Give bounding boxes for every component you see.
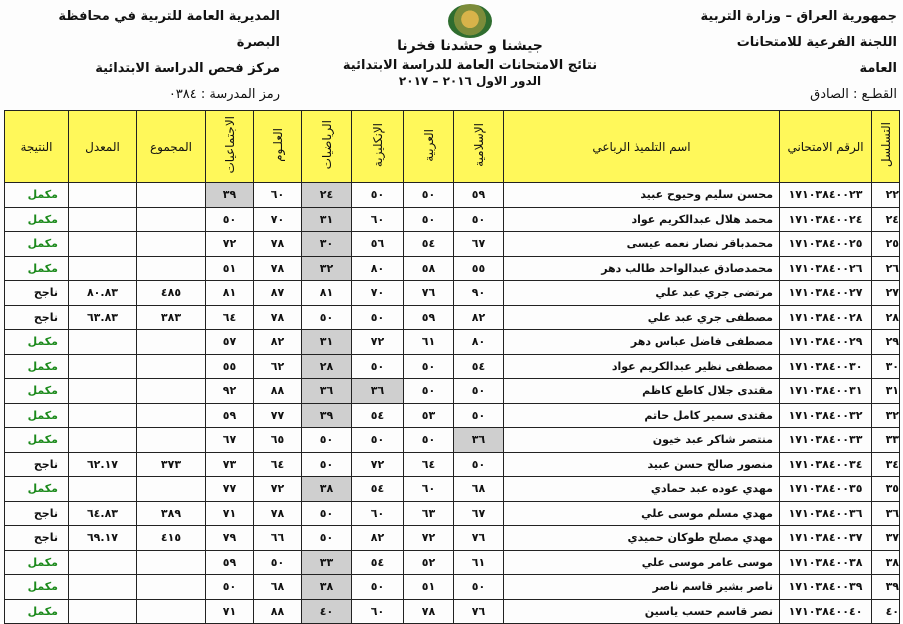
result-cell: مكمل	[5, 207, 69, 232]
social-grade-cell: ٦٤	[206, 305, 254, 330]
islamic-grade-cell: ٥٥	[454, 256, 504, 281]
total-cell	[137, 207, 206, 232]
header-center	[330, 4, 610, 88]
exam-number-cell: ١٧١٠٣٨٤٠٠٣٥	[780, 477, 872, 502]
social-grade-cell: ٧١	[206, 501, 254, 526]
english-grade-cell: ٥٠	[352, 575, 404, 600]
science-grade-cell: ٧٨	[254, 256, 302, 281]
result-cell: مكمل	[5, 183, 69, 208]
arabic-grade-cell: ٦٠	[404, 477, 454, 502]
social-grade-cell: ٣٩	[206, 183, 254, 208]
english-grade-cell: ٥٤	[352, 477, 404, 502]
seq-cell: ٤٠	[872, 599, 900, 624]
science-grade-cell: ٨٧	[254, 281, 302, 306]
seq-cell: ٣٩	[872, 575, 900, 600]
table-row	[5, 599, 900, 624]
exam-number-cell: ١٧١٠٣٨٤٠٠٣٧	[780, 526, 872, 551]
math-grade-cell: ٣٨	[302, 575, 352, 600]
directorate-line: المديرية العامة للتربية في محافظة البصرة	[58, 9, 280, 50]
social-grade-cell: ٥١	[206, 256, 254, 281]
table-row	[5, 232, 900, 257]
arabic-grade-cell: ٥٤	[404, 232, 454, 257]
result-cell: مكمل	[5, 330, 69, 355]
col-math: الرياضيات	[302, 111, 352, 183]
math-grade-cell: ٥٠	[302, 501, 352, 526]
islamic-grade-cell: ٥٠	[454, 403, 504, 428]
average-cell: ٨٠.٨٣	[69, 281, 137, 306]
math-grade-cell: ٣٨	[302, 477, 352, 502]
col-average: المعدل	[69, 111, 137, 183]
table-row	[5, 403, 900, 428]
science-grade-cell: ٦٨	[254, 575, 302, 600]
math-grade-cell: ٣١	[302, 330, 352, 355]
english-grade-cell: ٥٦	[352, 232, 404, 257]
school-code-line: رمز المدرسة : ٠٣٨٤	[168, 87, 280, 102]
col-arabic: العربية	[404, 111, 454, 183]
page-title: نتائج الامتحانات العامة للدراسة الابتدائية	[342, 58, 598, 73]
islamic-grade-cell: ٥٩	[454, 183, 504, 208]
student-name-cell: مقتدى سمير كامل حاتم	[504, 403, 780, 428]
total-cell	[137, 354, 206, 379]
social-grade-cell: ٥٠	[206, 207, 254, 232]
table-row	[5, 281, 900, 306]
average-cell	[69, 550, 137, 575]
table-row	[5, 305, 900, 330]
science-grade-cell: ٧٨	[254, 305, 302, 330]
islamic-grade-cell: ٨٠	[454, 330, 504, 355]
student-name-cell: محمد هلال عبدالكريم عواد	[504, 207, 780, 232]
islamic-grade-cell: ٦٧	[454, 232, 504, 257]
islamic-grade-cell: ٣٦	[454, 428, 504, 453]
islamic-grade-cell: ٦٧	[454, 501, 504, 526]
islamic-grade-cell: ٦١	[454, 550, 504, 575]
english-grade-cell: ٣٦	[352, 379, 404, 404]
table-row	[5, 354, 900, 379]
science-grade-cell: ٨٨	[254, 379, 302, 404]
exam-number-cell: ١٧١٠٣٨٤٠٠٢٤	[780, 207, 872, 232]
student-name-cell: مرتضى جري عبد علي	[504, 281, 780, 306]
committee-line: اللجنة الفرعية للامتحانات العامة	[736, 35, 897, 76]
arabic-grade-cell: ٥٠	[404, 183, 454, 208]
result-cell: ناجح	[5, 305, 69, 330]
student-name-cell: مصطفى جري عبد علي	[504, 305, 780, 330]
average-cell	[69, 207, 137, 232]
math-grade-cell: ٣٢	[302, 256, 352, 281]
table-row	[5, 575, 900, 600]
total-cell	[137, 477, 206, 502]
average-cell	[69, 575, 137, 600]
result-cell: مكمل	[5, 428, 69, 453]
math-grade-cell: ٣٣	[302, 550, 352, 575]
social-grade-cell: ٥٠	[206, 575, 254, 600]
arabic-grade-cell: ٥٩	[404, 305, 454, 330]
arabic-grade-cell: ٥٠	[404, 354, 454, 379]
social-grade-cell: ٨١	[206, 281, 254, 306]
student-name-cell: منصور صالح حسن عبيد	[504, 452, 780, 477]
arabic-grade-cell: ٥٠	[404, 428, 454, 453]
result-cell: مكمل	[5, 550, 69, 575]
average-cell	[69, 354, 137, 379]
social-grade-cell: ٥٧	[206, 330, 254, 355]
seq-cell: ٣٥	[872, 477, 900, 502]
math-grade-cell: ٥٠	[302, 428, 352, 453]
math-grade-cell: ٣٠	[302, 232, 352, 257]
social-grade-cell: ٥٥	[206, 354, 254, 379]
science-grade-cell: ٨٢	[254, 330, 302, 355]
seq-cell: ٢٤	[872, 207, 900, 232]
average-cell	[69, 232, 137, 257]
islamic-grade-cell: ٥٤	[454, 354, 504, 379]
result-cell: ناجح	[5, 501, 69, 526]
seq-cell: ٣٤	[872, 452, 900, 477]
exam-number-cell: ١٧١٠٣٨٤٠٠٤٠	[780, 599, 872, 624]
social-grade-cell: ٧٣	[206, 452, 254, 477]
average-cell	[69, 599, 137, 624]
social-grade-cell: ٥٩	[206, 550, 254, 575]
english-grade-cell: ٦٠	[352, 501, 404, 526]
student-name-cell: مصطفى فاضل عباس دهر	[504, 330, 780, 355]
result-cell: مكمل	[5, 256, 69, 281]
center-line: مركز فحص الدراسة الابتدائية	[95, 61, 280, 76]
total-cell: ٣٨٣	[137, 305, 206, 330]
arabic-grade-cell: ٥٠	[404, 207, 454, 232]
english-grade-cell: ٧٢	[352, 452, 404, 477]
student-name-cell: موسى عامر موسى علي	[504, 550, 780, 575]
exam-number-cell: ١٧١٠٣٨٤٠٠٣٨	[780, 550, 872, 575]
islamic-grade-cell: ٥٠	[454, 207, 504, 232]
student-name-cell: محسن سليم وحيوح عبيد	[504, 183, 780, 208]
col-name: اسم التلميذ الرباعي	[504, 111, 780, 183]
average-cell	[69, 330, 137, 355]
result-cell: مكمل	[5, 575, 69, 600]
results-table	[4, 110, 900, 624]
slogan: جيشنا و حشدنا فخرنا	[397, 38, 543, 54]
science-grade-cell: ٧٢	[254, 477, 302, 502]
math-grade-cell: ٤٠	[302, 599, 352, 624]
english-grade-cell: ٥٤	[352, 403, 404, 428]
math-grade-cell: ٢٨	[302, 354, 352, 379]
col-result: النتيجة	[5, 111, 69, 183]
student-name-cell: محمدباقر نصار نعمه عيسى	[504, 232, 780, 257]
total-cell	[137, 256, 206, 281]
seq-cell: ٢٧	[872, 281, 900, 306]
total-cell	[137, 232, 206, 257]
english-grade-cell: ٨٢	[352, 526, 404, 551]
result-cell: مكمل	[5, 232, 69, 257]
arabic-grade-cell: ٥١	[404, 575, 454, 600]
sector-line: القطـع : الصادق	[810, 87, 897, 102]
arabic-grade-cell: ٦١	[404, 330, 454, 355]
total-cell	[137, 428, 206, 453]
islamic-grade-cell: ٥٠	[454, 575, 504, 600]
english-grade-cell: ٥٤	[352, 550, 404, 575]
english-grade-cell: ٧٢	[352, 330, 404, 355]
math-grade-cell: ٥٠	[302, 452, 352, 477]
science-grade-cell: ٦٦	[254, 526, 302, 551]
seq-cell: ٢٩	[872, 330, 900, 355]
english-grade-cell: ٥٠	[352, 305, 404, 330]
islamic-grade-cell: ٥٠	[454, 379, 504, 404]
table-row	[5, 526, 900, 551]
seq-cell: ٢٥	[872, 232, 900, 257]
math-grade-cell: ٣٦	[302, 379, 352, 404]
student-name-cell: محمدصادق عبدالواحد طالب دهر	[504, 256, 780, 281]
average-cell: ٦٤.٨٣	[69, 501, 137, 526]
table-row	[5, 501, 900, 526]
total-cell	[137, 330, 206, 355]
math-grade-cell: ٢٤	[302, 183, 352, 208]
result-cell: ناجح	[5, 281, 69, 306]
col-english: الإنكليزية	[352, 111, 404, 183]
islamic-grade-cell: ٦٨	[454, 477, 504, 502]
total-cell	[137, 575, 206, 600]
exam-number-cell: ١٧١٠٣٨٤٠٠٣٣	[780, 428, 872, 453]
exam-number-cell: ١٧١٠٣٨٤٠٠٢٦	[780, 256, 872, 281]
arabic-grade-cell: ٧٢	[404, 526, 454, 551]
social-grade-cell: ٧٢	[206, 232, 254, 257]
col-social: الاجتماعيات	[206, 111, 254, 183]
social-grade-cell: ٩٢	[206, 379, 254, 404]
result-cell: مكمل	[5, 379, 69, 404]
result-cell: مكمل	[5, 599, 69, 624]
seq-cell: ٣١	[872, 379, 900, 404]
science-grade-cell: ٦٥	[254, 428, 302, 453]
math-grade-cell: ٨١	[302, 281, 352, 306]
average-cell	[69, 183, 137, 208]
total-cell	[137, 183, 206, 208]
science-grade-cell: ٧٨	[254, 501, 302, 526]
seq-cell: ٣٨	[872, 550, 900, 575]
average-cell	[69, 379, 137, 404]
col-exam-no: الرقم الامتحاني	[780, 111, 872, 183]
student-name-cell: منتصر شاكر عبد خيون	[504, 428, 780, 453]
social-grade-cell: ٧٩	[206, 526, 254, 551]
ministry-emblem-icon	[448, 4, 492, 38]
table-row	[5, 428, 900, 453]
average-cell	[69, 256, 137, 281]
result-cell: مكمل	[5, 477, 69, 502]
exam-number-cell: ١٧١٠٣٨٤٠٠٣٤	[780, 452, 872, 477]
seq-cell: ٢٨	[872, 305, 900, 330]
average-cell: ٦٩.١٧	[69, 526, 137, 551]
round-label: الدور الاول ٢٠١٦ – ٢٠١٧	[398, 74, 542, 88]
science-grade-cell: ٧٠	[254, 207, 302, 232]
islamic-grade-cell: ٧٦	[454, 526, 504, 551]
social-grade-cell: ٦٧	[206, 428, 254, 453]
science-grade-cell: ٧٧	[254, 403, 302, 428]
exam-number-cell: ١٧١٠٣٨٤٠٠٢٧	[780, 281, 872, 306]
col-seq: التسلسل	[872, 111, 900, 183]
english-grade-cell: ٥٠	[352, 354, 404, 379]
seq-cell: ٣٧	[872, 526, 900, 551]
total-cell: ٣٧٣	[137, 452, 206, 477]
arabic-grade-cell: ٧٨	[404, 599, 454, 624]
average-cell	[69, 403, 137, 428]
arabic-grade-cell: ٦٣	[404, 501, 454, 526]
math-grade-cell: ٥٠	[302, 526, 352, 551]
student-name-cell: مقتدى جلال كاطع كاظم	[504, 379, 780, 404]
islamic-grade-cell: ٥٠	[454, 452, 504, 477]
result-cell: ناجح	[5, 526, 69, 551]
arabic-grade-cell: ٥٨	[404, 256, 454, 281]
table-row	[5, 477, 900, 502]
science-grade-cell: ٧٨	[254, 232, 302, 257]
english-grade-cell: ٦٠	[352, 599, 404, 624]
ministry-line: جمهورية العراق – وزارة التربية	[700, 9, 897, 24]
result-cell: مكمل	[5, 354, 69, 379]
social-grade-cell: ٧١	[206, 599, 254, 624]
seq-cell: ٣٢	[872, 403, 900, 428]
math-grade-cell: ٣٩	[302, 403, 352, 428]
science-grade-cell: ٦٠	[254, 183, 302, 208]
science-grade-cell: ٥٠	[254, 550, 302, 575]
total-cell	[137, 403, 206, 428]
exam-number-cell: ١٧١٠٣٨٤٠٠٣٠	[780, 354, 872, 379]
arabic-grade-cell: ٧٦	[404, 281, 454, 306]
english-grade-cell: ٥٠	[352, 428, 404, 453]
average-cell: ٦٢.١٧	[69, 452, 137, 477]
social-grade-cell: ٧٧	[206, 477, 254, 502]
science-grade-cell: ٦٢	[254, 354, 302, 379]
science-grade-cell: ٨٨	[254, 599, 302, 624]
seq-cell: ٣٣	[872, 428, 900, 453]
average-cell	[69, 477, 137, 502]
student-name-cell: مصطفى نظير عبدالكريم عواد	[504, 354, 780, 379]
total-cell	[137, 379, 206, 404]
average-cell	[69, 428, 137, 453]
average-cell: ٦٣.٨٣	[69, 305, 137, 330]
table-row	[5, 330, 900, 355]
total-cell: ٤٨٥	[137, 281, 206, 306]
total-cell	[137, 550, 206, 575]
arabic-grade-cell: ٥٢	[404, 550, 454, 575]
exam-number-cell: ١٧١٠٣٨٤٠٠٣٢	[780, 403, 872, 428]
arabic-grade-cell: ٦٤	[404, 452, 454, 477]
exam-number-cell: ١٧١٠٣٨٤٠٠٣٩	[780, 575, 872, 600]
islamic-grade-cell: ٩٠	[454, 281, 504, 306]
exam-number-cell: ١٧١٠٣٨٤٠٠٢٩	[780, 330, 872, 355]
exam-number-cell: ١٧١٠٣٨٤٠٠٣٦	[780, 501, 872, 526]
seq-cell: ٢٢	[872, 183, 900, 208]
math-grade-cell: ٥٠	[302, 305, 352, 330]
total-cell: ٤١٥	[137, 526, 206, 551]
english-grade-cell: ٨٠	[352, 256, 404, 281]
exam-number-cell: ١٧١٠٣٨٤٠٠٢٣	[780, 183, 872, 208]
table-row	[5, 256, 900, 281]
table-row	[5, 550, 900, 575]
exam-number-cell: ١٧١٠٣٨٤٠٠٢٨	[780, 305, 872, 330]
seq-cell: ٣٠	[872, 354, 900, 379]
total-cell	[137, 599, 206, 624]
english-grade-cell: ٥٠	[352, 183, 404, 208]
total-cell: ٣٨٩	[137, 501, 206, 526]
arabic-grade-cell: ٥٠	[404, 379, 454, 404]
result-cell: ناجح	[5, 452, 69, 477]
student-name-cell: مهدي عوده عبد حمادي	[504, 477, 780, 502]
math-grade-cell: ٣١	[302, 207, 352, 232]
student-name-cell: مهدي مصلح طوكان حميدي	[504, 526, 780, 551]
table-row	[5, 452, 900, 477]
exam-number-cell: ١٧١٠٣٨٤٠٠٣١	[780, 379, 872, 404]
table-row	[5, 183, 900, 208]
islamic-grade-cell: ٨٢	[454, 305, 504, 330]
table-body	[5, 183, 900, 624]
english-grade-cell: ٧٠	[352, 281, 404, 306]
student-name-cell: مهدي مسلم موسى علي	[504, 501, 780, 526]
seq-cell: ٢٦	[872, 256, 900, 281]
table-header-row	[5, 111, 900, 183]
seq-cell: ٣٦	[872, 501, 900, 526]
table-row	[5, 207, 900, 232]
social-grade-cell: ٥٩	[206, 403, 254, 428]
arabic-grade-cell: ٥٣	[404, 403, 454, 428]
student-name-cell: ناصر بشير قاسم ناصر	[504, 575, 780, 600]
result-cell: مكمل	[5, 403, 69, 428]
student-name-cell: نصر قاسم حسب ياسين	[504, 599, 780, 624]
science-grade-cell: ٦٤	[254, 452, 302, 477]
english-grade-cell: ٦٠	[352, 207, 404, 232]
islamic-grade-cell: ٧٦	[454, 599, 504, 624]
col-total: المجموع	[137, 111, 206, 183]
col-science: العلـوم	[254, 111, 302, 183]
exam-number-cell: ١٧١٠٣٨٤٠٠٢٥	[780, 232, 872, 257]
table-row	[5, 379, 900, 404]
col-islamic: الإسلامية	[454, 111, 504, 183]
